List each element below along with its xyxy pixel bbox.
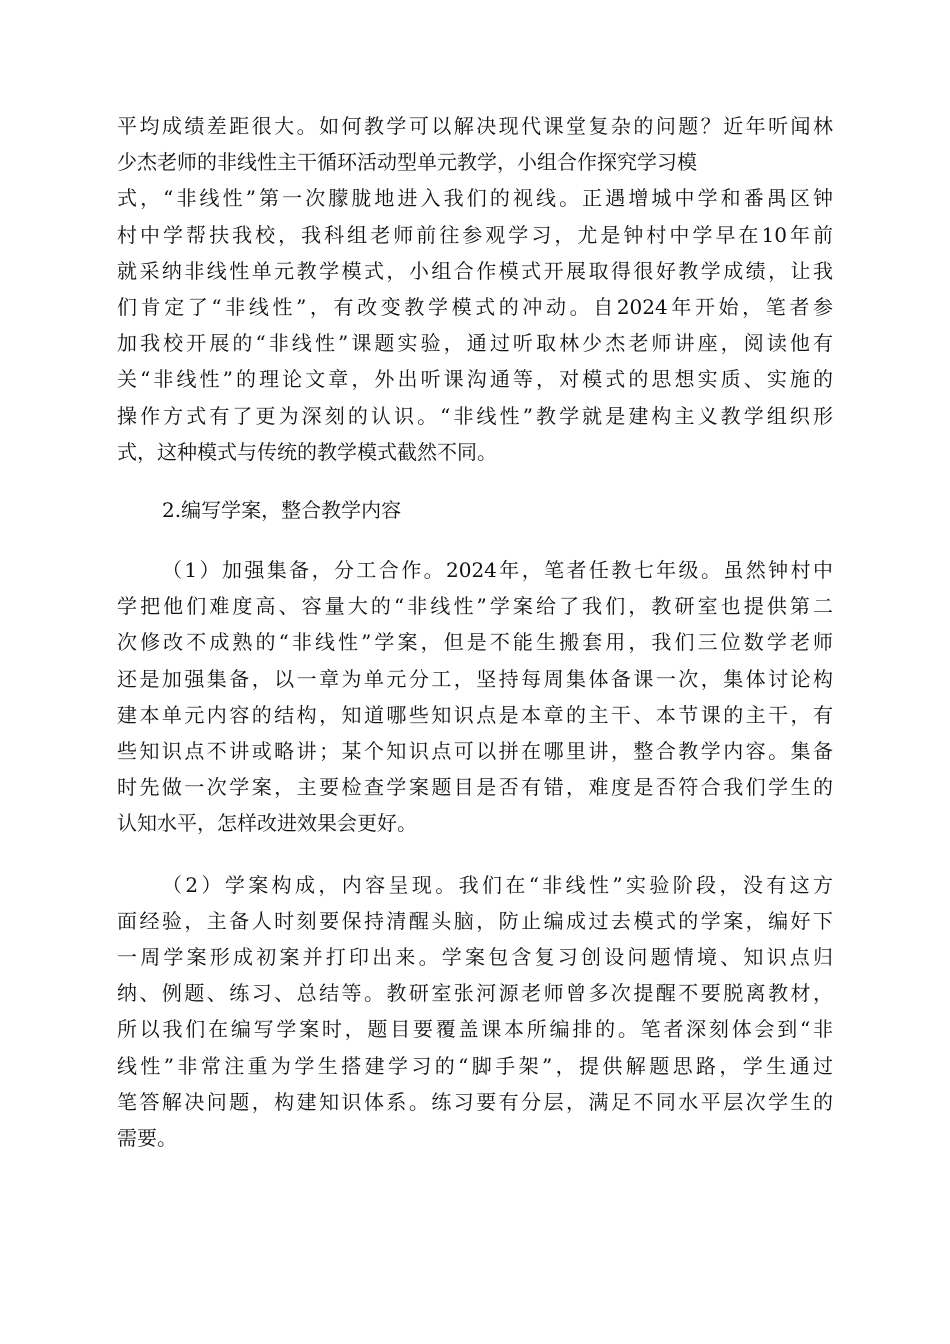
text-line: 面经验，主备人时刻要保持清醒头脑，防止编成过去模式的学案，编好下 <box>117 908 833 933</box>
text-line: 学把他们难度高、容量大的“非线性”学案给了我们，教研室也提供第二 <box>117 594 833 619</box>
text-line: 一周学案形成初案并打印出来。学案包含复习创设问题情境、知识点归 <box>117 944 833 969</box>
text-line: 们肯定了“非线性”，有改变教学模式的冲动。自2024年开始，笔者参 <box>117 294 833 319</box>
text-line: 次修改不成熟的“非线性”学案，但是不能生搬套用，我们三位数学老师 <box>117 630 833 655</box>
text-line: 些知识点不讲或略讲；某个知识点可以拼在哪里讲，整合教学内容。集备 <box>117 739 833 763</box>
heading-text: 2.编写学案，整合教学内容 <box>162 497 402 522</box>
text-line: 还是加强集备，以一章为单元分工，坚持每周集体备课一次，集体讨论构 <box>117 666 833 691</box>
text-line: （1）加强集备，分工合作。2024年，笔者任教七年级。虽然钟村中 <box>162 558 833 583</box>
text-line: 就采纳非线性单元教学模式，小组合作模式开展取得很好教学成绩，让我 <box>117 258 833 283</box>
text-line: 村中学帮扶我校，我科组老师前往参观学习，尤是钟村中学早在10年前 <box>117 222 833 247</box>
document-body <box>117 108 833 1156</box>
text-line: 需要。 <box>117 1125 177 1150</box>
text-line: 时先做一次学案，主要检查学案题目是否有错，难度是否符合我们学生的 <box>117 775 833 800</box>
text-line: 线性”非常注重为学生搭建学习的“脚手架”，提供解题思路，学生通过 <box>117 1053 833 1078</box>
section-heading <box>117 492 833 528</box>
text-line: 式，这种模式与传统的教学模式截然不同。 <box>117 439 497 464</box>
text-line: 认知水平，怎样改进效果会更好。 <box>117 811 417 836</box>
text-line: 加我校开展的“非线性”课题实验，通过听取林少杰老师讲座，阅读他有 <box>117 331 833 356</box>
paragraph-plan-structure <box>117 867 833 1157</box>
text-line: 操作方式有了更为深刻的认识。“非线性”教学就是建构主义教学组织形 <box>117 403 833 428</box>
text-line: 式，“非线性”第一次朦胧地进入我们的视线。正遇增城中学和番禺区钟 <box>117 186 833 211</box>
text-line: 纳、例题、练习、总结等。教研室张河源老师曾多次提醒不要脱离教材， <box>117 981 833 1006</box>
text-line: 笔答解决问题，构建知识体系。练习要有分层，满足不同水平层次学生的 <box>117 1089 833 1114</box>
text-line: （2）学案构成，内容呈现。我们在“非线性”实验阶段，没有这方 <box>162 872 833 897</box>
text-line: 所以我们在编写学案时，题目要覆盖课本所编排的。笔者深刻体会到“非 <box>117 1017 833 1042</box>
paragraph-intro <box>117 108 833 470</box>
text-line: 少杰老师的非线性主干循环活动型单元教学，小组合作探究学习模 <box>117 150 697 175</box>
text-line: 平均成绩差距很大。如何教学可以解决现代课堂复杂的问题？近年听闻林 <box>117 114 833 138</box>
text-line: 建本单元内容的结构，知道哪些知识点是本章的主干、本节课的主干，有 <box>117 702 833 727</box>
text-line: 关“非线性”的理论文章，外出听课沟通等，对模式的思想实质、实施的 <box>117 367 833 392</box>
paragraph-collective-prep <box>117 552 833 842</box>
